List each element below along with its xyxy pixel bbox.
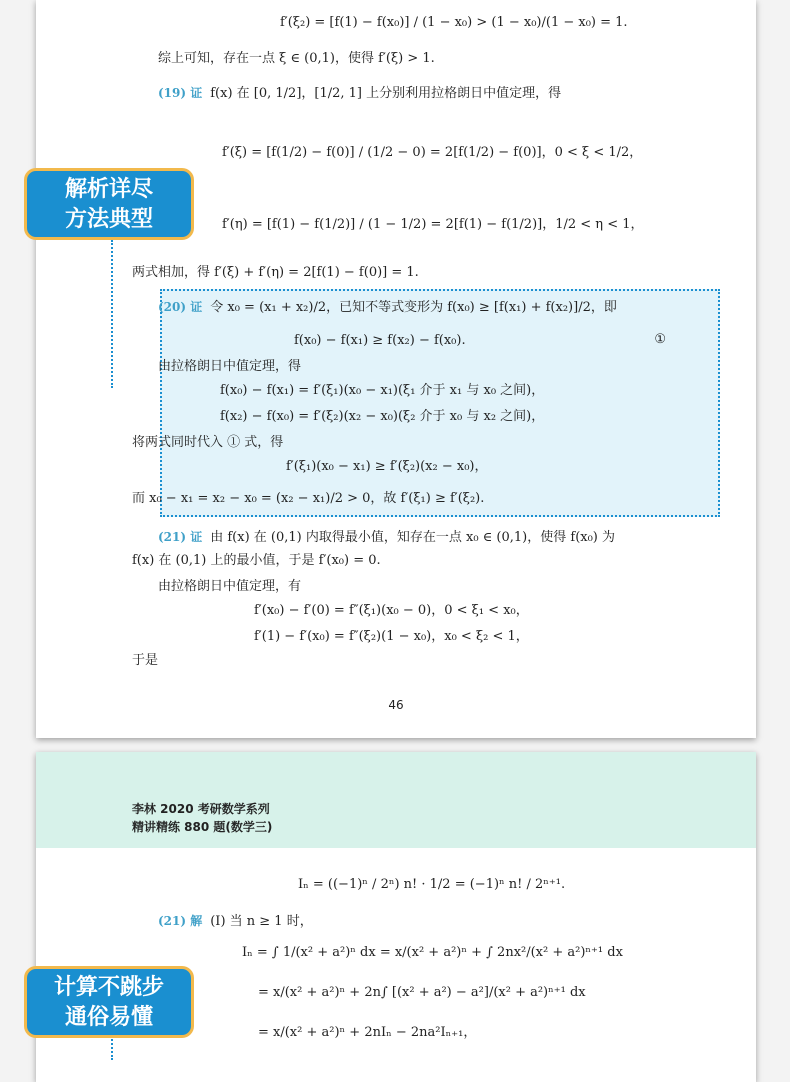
text-line: 于是 (132, 653, 159, 668)
callout-text: 方法典型 (64, 207, 153, 232)
page-46 (36, 0, 756, 738)
callout-badge-1 (24, 168, 194, 240)
math-line: = x/(x² + a²)ⁿ + 2n∫ [(x² + a²) − a²]/(x² + a²)ⁿ⁺¹ dx (258, 985, 586, 1000)
math-line: f′(x₀) − f′(0) = f″(ξ₁)(x₀ − 0)，0 < ξ₁ < x₀， (254, 603, 529, 618)
text-line: 由拉格朗日中值定理，有 (158, 579, 302, 594)
text-line: 由 f(x) 在 (0,1) 内取得最小值，知存在一点 x₀ ∈ (0,1)，使得 f(x₀) 为 (210, 530, 616, 545)
math-line: f′(1) − f′(x₀) = f″(ξ₂)(1 − x₀)，x₀ < ξ₂ < 1， (254, 629, 529, 644)
text-line: f(x) 在 [0, 1/2]，[1/2, 1] 上分别利用拉格朗日中值定理，得 (210, 86, 562, 101)
page-number: 46 (388, 698, 404, 712)
problem-20-statement (158, 298, 617, 317)
problem-label: (21) 解 (158, 914, 203, 928)
problem-label: (21) 证 (158, 530, 203, 544)
problem-label: (19) 证 (158, 86, 203, 100)
callout-connector (111, 240, 113, 388)
book-series-title: 李林 2020 考研数学系列 (132, 802, 270, 816)
text-line: 两式相加，得 f′(ξ) + f′(η) = 2[f(1) − f(0)] = 1. (132, 265, 419, 280)
math-line: f′(ξ₂) = [f(1) − f(x₀)] / (1 − x₀) > (1 − x₀)/(1 − x₀) = 1. (280, 15, 628, 30)
math-line: f(x₂) − f(x₀) = f′(ξ₂)(x₂ − x₀)(ξ₂ 介于 x₀ 与 x₂ 之间)， (220, 409, 545, 424)
text-line: 由拉格朗日中值定理，得 (158, 359, 302, 374)
math-line: f(x₀) − f(x₁) = f′(ξ₁)(x₀ − x₁)(ξ₁ 介于 x₁ 与 x₀ 之间)， (220, 383, 545, 398)
book-title: 精讲精练 880 题(数学三) (132, 820, 273, 834)
problem-label: (20) 证 (158, 300, 203, 314)
text-line: 而 x₀ − x₁ = x₂ − x₀ = (x₂ − x₁)/2 > 0，故 f′(ξ₁) ≥ f′(ξ₂). (132, 491, 485, 506)
text-line: f(x) 在 (0,1) 上的最小值，于是 f′(x₀) = 0. (132, 553, 381, 568)
math-line: f′(η) = [f(1) − f(1/2)] / (1 − 1/2) = 2[f(1) − f(1/2)]，1/2 < η < 1， (222, 217, 644, 232)
callout-connector (111, 1036, 113, 1060)
equation-number: ① (654, 332, 666, 347)
math-line: f′(ξ₁)(x₀ − x₁) ≥ f′(ξ₂)(x₂ − x₀)， (286, 459, 488, 474)
problem-21-solution (158, 912, 313, 931)
math-line: f(x₀) − f(x₁) ≥ f(x₂) − f(x₀). (294, 333, 466, 348)
math-line: f′(ξ) = [f(1/2) − f(0)] / (1/2 − 0) = 2[f(1/2) − f(0)]，0 < ξ < 1/2， (222, 145, 643, 160)
callout-badge-2 (24, 966, 194, 1038)
page-header (36, 752, 756, 848)
highlight-box-problem-20 (160, 289, 720, 517)
text-line: 令 x₀ = (x₁ + x₂)/2，已知不等式变形为 f(x₀) ≥ [f(x₁) + f(x₂)]/2，即 (210, 300, 617, 315)
callout-text: 解析详尽 (64, 177, 153, 202)
text-line: (Ⅰ) 当 n ≥ 1 时， (210, 914, 313, 929)
callout-text: 计算不跳步 (53, 975, 164, 1000)
callout-text: 通俗易懂 (64, 1005, 153, 1030)
math-line: = x/(x² + a²)ⁿ + 2nIₙ − 2na²Iₙ₊₁， (258, 1025, 477, 1040)
problem-21-statement (158, 528, 615, 547)
math-line: Iₙ = ((−1)ⁿ / 2ⁿ) n! · 1/2 = (−1)ⁿ n! / 2ⁿ⁺¹. (298, 877, 566, 892)
text-line: 综上可知，存在一点 ξ ∈ (0,1)，使得 f′(ξ) > 1. (158, 51, 435, 66)
text-line: 将两式同时代入 ① 式，得 (132, 435, 284, 450)
math-line: Iₙ = ∫ 1/(x² + a²)ⁿ dx = x/(x² + a²)ⁿ + ∫ 2nx²/(x² + a²)ⁿ⁺¹ dx (242, 945, 623, 960)
problem-19-statement (158, 84, 561, 103)
